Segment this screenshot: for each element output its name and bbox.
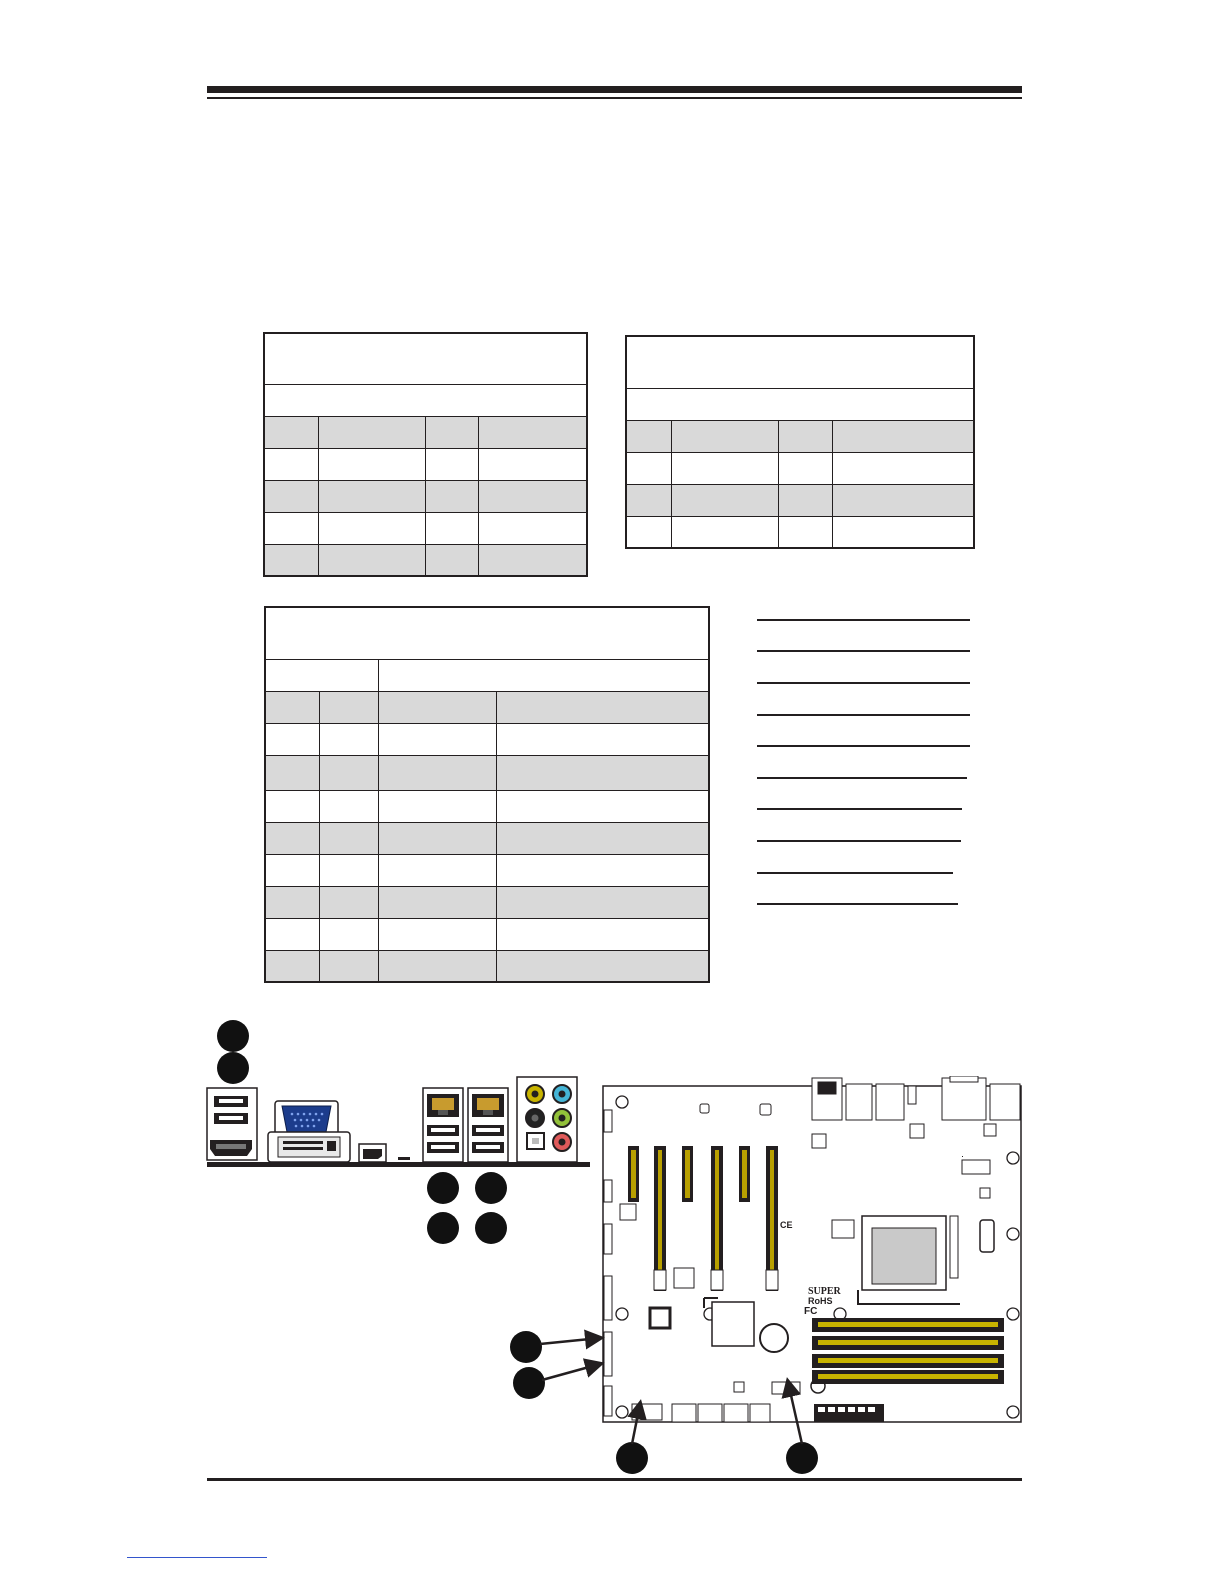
header-rule-thin [207,97,1022,99]
table-row [626,485,974,517]
footer-link-underline [127,1557,267,1558]
table-row [265,887,709,919]
table-b-title-row [626,336,974,389]
callout-marker [427,1212,459,1244]
table-a [263,332,588,577]
mini-displayport [359,1144,410,1162]
brand-rohs-text: RoHS [808,1296,833,1306]
table-row [626,453,974,485]
table-a-title-row [264,333,587,385]
hdmi-port [210,1140,252,1156]
table-b-subtitle-row [626,389,974,421]
audio-jacks [517,1077,577,1162]
legend-line [757,840,961,842]
table-row [265,692,709,724]
table-row [264,449,587,481]
table-row [265,951,709,983]
table-b [625,335,975,549]
legend-line [757,745,970,747]
callout-marker [475,1172,507,1204]
table-row [265,855,709,887]
table-row [626,421,974,453]
legend-line [757,872,953,874]
table-row [264,513,587,545]
table-row [264,417,587,449]
table-c-subheader-row [265,660,709,692]
brand-ce-text: CE [780,1220,793,1230]
table-row [265,724,709,756]
table-row [265,791,709,823]
callout-marker [217,1020,249,1052]
table-row [265,756,709,791]
legend-line [757,808,962,810]
table-row [264,545,587,577]
table-row [265,823,709,855]
table-row [264,481,587,513]
legend-line [757,714,970,716]
table-a-subtitle-row [264,385,587,417]
table-row [626,517,974,549]
lan-usb-stack-2 [468,1088,508,1162]
callout-arrows [500,1320,820,1450]
legend-line [757,650,970,652]
io-panel-diagram [200,1074,600,1174]
brand-super-text: SUPER [808,1286,841,1297]
brand-fc-text: FC [804,1306,818,1317]
legend-line [757,682,970,684]
table-row [265,919,709,951]
legend-line [757,903,958,905]
callout-marker [475,1212,507,1244]
table-c [264,606,710,983]
callout-marker [427,1172,459,1204]
footer-rule [207,1478,1022,1481]
dvi-port [268,1132,350,1162]
table-c-title-row [265,607,709,660]
header-rule-thick [207,86,1022,93]
legend-line [757,619,970,621]
legend-line [757,777,967,779]
lan-usb-stack-1 [423,1088,463,1162]
